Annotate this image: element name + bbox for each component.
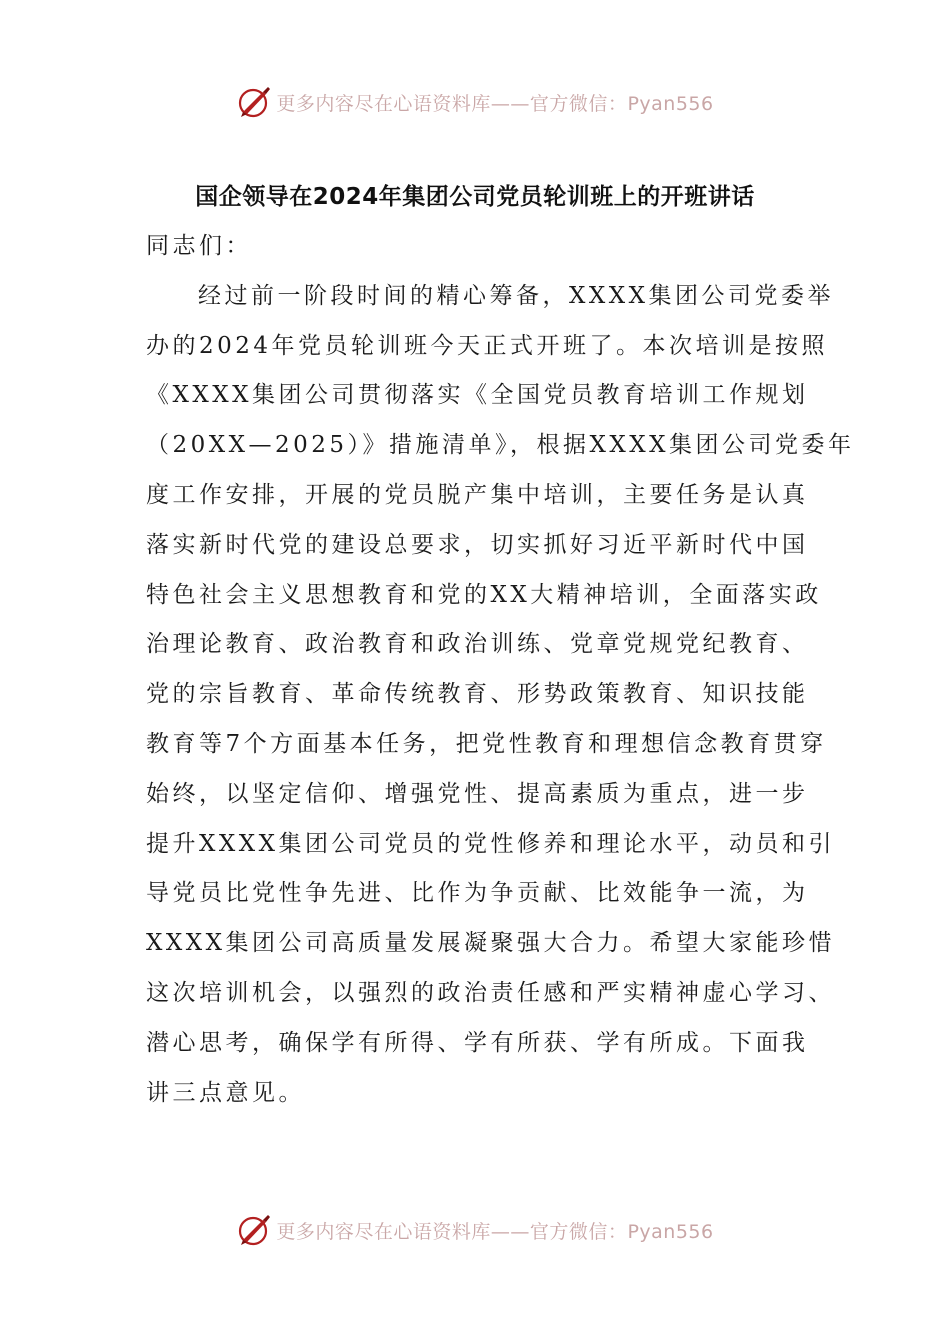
banner-wechat-id: Pyan556 xyxy=(627,1220,714,1243)
paragraph-line: 教育等7个方面基本任务，把党性教育和理想信念教育贯穿 xyxy=(146,730,827,757)
document-body xyxy=(146,222,855,1118)
header-banner xyxy=(0,80,950,124)
paragraph-line: 党的宗旨教育、革命传统教育、形势政策教育、知识技能 xyxy=(146,681,809,708)
paragraph-line: （20XX—2025）》措施清单》，根据XXXX集团公司党委年 xyxy=(146,432,855,459)
pen-logo-icon xyxy=(236,1212,272,1248)
banner-slogan: 更多内容尽在心语资料库 xyxy=(276,92,491,115)
banner-wechat-id: Pyan556 xyxy=(627,92,714,115)
paragraph-line: 《XXXX集团公司贯彻落实《全国党员教育培训工作规划 xyxy=(146,382,809,409)
pen-logo-icon xyxy=(236,84,272,120)
paragraph-line: 经过前一阶段时间的精心筹备，XXXX集团公司党委举 xyxy=(198,282,834,309)
paragraph-line: XXXX集团公司高质量发展凝聚强大合力。希望大家能珍惜 xyxy=(146,930,835,957)
banner-text xyxy=(276,89,713,116)
document-title: 国企领导在2024年集团公司党员轮训班上的开班讲话 xyxy=(195,184,755,210)
banner-wechat-label: 官方微信： xyxy=(529,92,628,115)
paragraph-line: 这次培训机会，以强烈的政治责任感和严实精神虚心学习、 xyxy=(146,979,835,1006)
paragraph-line: 办的2024年党员轮训班今天正式开班了。本次培训是按照 xyxy=(146,332,829,359)
banner-dash: —— xyxy=(490,1220,530,1243)
paragraph-line: 特色社会主义思想教育和党的XX大精神培训，全面落实政 xyxy=(146,581,822,608)
paragraph-line: 提升XXXX集团公司党员的党性修养和理论水平，动员和引 xyxy=(146,830,835,857)
banner-text xyxy=(276,1217,713,1244)
paragraph-line: 落实新时代党的建设总要求，切实抓好习近平新时代中国 xyxy=(146,531,809,558)
paragraph-line: 讲三点意见。 xyxy=(146,1079,305,1106)
paragraph-line: 导党员比党性争先进、比作为争贡献、比效能争一流，为 xyxy=(146,880,809,907)
footer-banner xyxy=(0,1208,950,1252)
paragraph-line: 度工作安排，开展的党员脱产集中培训，主要任务是认真 xyxy=(146,481,809,508)
paragraph-line: 潜心思考，确保学有所得、学有所获、学有所成。下面我 xyxy=(146,1029,809,1056)
banner-wechat-label: 官方微信： xyxy=(529,1220,628,1243)
paragraph-line: 治理论教育、政治教育和政治训练、党章党规党纪教育、 xyxy=(146,631,809,658)
paragraph-line: 始终，以坚定信仰、增强党性、提高素质为重点，进一步 xyxy=(146,780,809,807)
salutation: 同志们： xyxy=(146,233,252,259)
banner-dash: —— xyxy=(490,92,530,115)
banner-slogan: 更多内容尽在心语资料库 xyxy=(276,1220,491,1243)
